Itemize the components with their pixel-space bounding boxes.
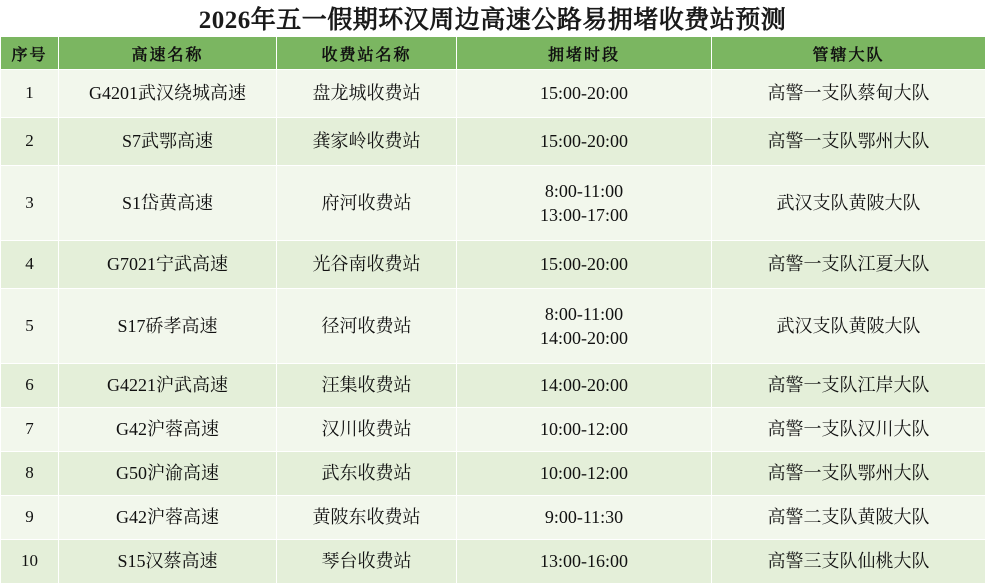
table-row: [1, 540, 985, 584]
cell-time: [457, 241, 712, 289]
page-title: 2026年五一假期环汉周边高速公路易拥堵收费站预测: [199, 0, 787, 36]
cell-time: [457, 540, 712, 584]
table-body: [1, 70, 985, 584]
table-row: [1, 408, 985, 452]
cell-station: 光谷南收费站: [277, 241, 457, 289]
cell-unit: 高警一支队蔡甸大队: [712, 70, 985, 118]
cell-unit: 高警一支队鄂州大队: [712, 452, 985, 496]
cell-highway: G42沪蓉高速: [59, 408, 277, 452]
cell-index: 8: [1, 452, 59, 496]
cell-index: 1: [1, 70, 59, 118]
cell-highway: S1岱黄高速: [59, 166, 277, 241]
cell-station: 汉川收费站: [277, 408, 457, 452]
table-row: [1, 118, 985, 166]
time-line: 13:00-17:00: [458, 203, 710, 227]
cell-index: 4: [1, 241, 59, 289]
cell-time: [457, 118, 712, 166]
cell-unit: 高警三支队仙桃大队: [712, 540, 985, 584]
column-header-index: 序号: [1, 37, 59, 70]
cell-highway: G42沪蓉高速: [59, 496, 277, 540]
time-line: 15:00-20:00: [458, 252, 710, 276]
cell-time: [457, 70, 712, 118]
cell-unit: 高警一支队汉川大队: [712, 408, 985, 452]
time-line: 15:00-20:00: [458, 81, 710, 105]
cell-index: 5: [1, 289, 59, 364]
cell-station: 黄陂东收费站: [277, 496, 457, 540]
time-line: 8:00-11:00: [458, 179, 710, 203]
time-line: 10:00-12:00: [458, 461, 710, 485]
cell-unit: 武汉支队黄陂大队: [712, 166, 985, 241]
cell-station: 龚家岭收费站: [277, 118, 457, 166]
table-row: [1, 496, 985, 540]
time-line: 14:00-20:00: [458, 326, 710, 350]
cell-station: 府河收费站: [277, 166, 457, 241]
cell-station: 琴台收费站: [277, 540, 457, 584]
cell-unit: 高警二支队黄陂大队: [712, 496, 985, 540]
cell-index: 2: [1, 118, 59, 166]
cell-station: 径河收费站: [277, 289, 457, 364]
column-header-unit: 管辖大队: [712, 37, 985, 70]
cell-unit: 高警一支队鄂州大队: [712, 118, 985, 166]
cell-highway: S17硚孝高速: [59, 289, 277, 364]
table-row: [1, 364, 985, 408]
table-row: [1, 166, 985, 241]
time-line: 14:00-20:00: [458, 373, 710, 397]
time-line: 15:00-20:00: [458, 129, 710, 153]
table-row: [1, 70, 985, 118]
time-line: 10:00-12:00: [458, 417, 710, 441]
table-row: [1, 289, 985, 364]
cell-time: [457, 364, 712, 408]
cell-unit: 高警一支队江岸大队: [712, 364, 985, 408]
column-header-station: 收费站名称: [277, 37, 457, 70]
cell-time: [457, 452, 712, 496]
table-header-row: [1, 37, 985, 70]
cell-highway: G4221沪武高速: [59, 364, 277, 408]
cell-time: [457, 408, 712, 452]
cell-index: 6: [1, 364, 59, 408]
cell-highway: S7武鄂高速: [59, 118, 277, 166]
time-line: 8:00-11:00: [458, 302, 710, 326]
column-header-time: 拥堵时段: [457, 37, 712, 70]
cell-index: 9: [1, 496, 59, 540]
document-title-bar: [0, 0, 985, 36]
table-row: [1, 241, 985, 289]
cell-time: [457, 289, 712, 364]
column-header-highway: 高速名称: [59, 37, 277, 70]
time-line: 9:00-11:30: [458, 505, 710, 529]
cell-highway: G4201武汉绕城高速: [59, 70, 277, 118]
cell-station: 武东收费站: [277, 452, 457, 496]
cell-time: [457, 496, 712, 540]
cell-time: [457, 166, 712, 241]
cell-index: 7: [1, 408, 59, 452]
table-header: [1, 37, 985, 70]
cell-station: 汪集收费站: [277, 364, 457, 408]
cell-highway: S15汉蔡高速: [59, 540, 277, 584]
cell-index: 10: [1, 540, 59, 584]
cell-highway: G50沪渝高速: [59, 452, 277, 496]
table-row: [1, 452, 985, 496]
cell-index: 3: [1, 166, 59, 241]
cell-highway: G7021宁武高速: [59, 241, 277, 289]
time-line: 13:00-16:00: [458, 549, 710, 573]
cell-unit: 高警一支队江夏大队: [712, 241, 985, 289]
cell-unit: 武汉支队黄陂大队: [712, 289, 985, 364]
cell-station: 盘龙城收费站: [277, 70, 457, 118]
congestion-forecast-table: [0, 36, 985, 584]
